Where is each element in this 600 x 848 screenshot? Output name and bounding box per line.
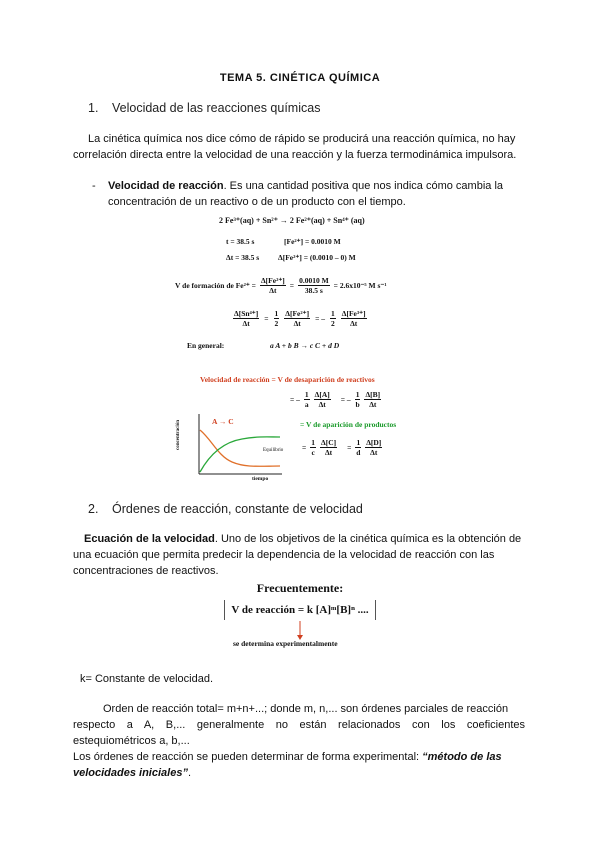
relation-coef-2-den: 2 <box>331 319 335 328</box>
relation-den-3: Δt <box>350 319 358 328</box>
formation-denominator-2: 38.5 s <box>304 286 323 295</box>
graph-y-label: concentración <box>176 420 181 450</box>
eq3-den: Δt <box>324 448 333 457</box>
ecuacion-line-2: una ecuación que permita predecir la dependencia de la velocidad de reacción con las <box>73 549 495 561</box>
eq3-coef <box>310 438 316 457</box>
reactant-rate-equation <box>290 390 381 409</box>
orden-line-2: respecto a A, B,... generalmente no están relacionados con los coeficientes <box>73 719 525 731</box>
eq2-coef-num: 1 <box>355 390 360 399</box>
eq4-frac <box>365 438 382 457</box>
eq3-coef-den: c <box>311 448 315 457</box>
delta-fe: Δ[Fe²⁺] = (0.0010 – 0) M <box>278 253 356 262</box>
down-arrow-icon <box>296 621 304 641</box>
eq1-frac <box>314 390 331 409</box>
intro-line-2: correlación directa entre la velocidad de una reacción y la fuerza termodinámica impulsora. <box>73 149 517 161</box>
formation-rate-equation <box>175 276 387 295</box>
eq4-sign: = <box>347 443 352 452</box>
orden-line-1: Orden de reacción total= m+n+...; donde m, n,... son órdenes parciales de reacción <box>103 703 509 715</box>
formation-denominator: Δt <box>269 286 277 295</box>
eq2-den: Δt <box>369 400 377 409</box>
metodo-emph-1: “método de las <box>422 751 502 763</box>
ecuacion-term: Ecuación de la velocidad <box>84 533 215 545</box>
eq3-frac <box>320 438 337 457</box>
time-value: t = 38.5 s <box>226 237 255 246</box>
metodo-end: . <box>187 767 192 779</box>
section-2-title: Órdenes de reacción, constante de velocidad <box>112 502 363 516</box>
metodo-emph-2: velocidades iniciales” <box>73 767 188 779</box>
section-2-heading <box>88 502 363 516</box>
metodo-line-2 <box>73 765 191 782</box>
page-title: TEMA 5. CINÉTICA QUÍMICA <box>219 72 381 84</box>
bullet-marker: - <box>92 180 96 192</box>
metodo-start: Los órdenes de reacción se pueden determinar de forma experimental: <box>73 751 423 763</box>
formation-numerator-2: 0.0010 M <box>299 276 329 285</box>
relation-coef-1 <box>274 309 280 328</box>
bullet-term: Velocidad de reacción <box>108 180 224 192</box>
relation-equals-1: = <box>264 314 269 323</box>
section-1-heading <box>88 101 320 115</box>
relation-num-3: Δ[Fe³⁺] <box>341 309 366 318</box>
eq1-coef-den: a <box>304 400 309 409</box>
eq3-sign: = <box>302 443 307 452</box>
intro-line-1: La cinética química nos dice cómo de rápido se producirá una reacción química, no hay <box>88 133 516 145</box>
formation-numerator: Δ[Fe²⁺] <box>260 276 285 285</box>
relation-den-2: Δt <box>293 319 301 328</box>
eq4-num: Δ[D] <box>366 438 382 447</box>
equilibrium-label: Equilibrio <box>263 448 284 453</box>
general-label: En general: <box>187 341 225 350</box>
eq4-coef-den: d <box>356 448 361 457</box>
relation-num-2: Δ[Fe²⁺] <box>285 309 310 318</box>
relation-coef-1-den: 2 <box>274 319 279 328</box>
frequent-heading: Frecuentemente: <box>256 581 344 595</box>
eq2-coef-den: b <box>355 400 360 409</box>
ecuacion-line-1 <box>84 531 521 548</box>
section-1-title: Velocidad de las reacciones químicas <box>112 101 321 115</box>
formation-fraction <box>260 276 286 295</box>
relation-fraction-3 <box>341 309 367 328</box>
relation-equals-2: = – <box>315 314 326 323</box>
eq1-num: Δ[A] <box>314 390 330 399</box>
formation-fraction-2 <box>298 276 330 295</box>
eq1-minus: = – <box>290 395 300 404</box>
graph-x-label: tiempo <box>252 476 269 482</box>
k-definition: k= Constante de velocidad. <box>80 673 214 685</box>
eq1-coef <box>304 390 310 409</box>
products-rate-label: = V de aparición de productos <box>300 420 397 429</box>
ecuacion-rest: . Uno de los objetivos de la cinética química es la obtención de <box>214 533 522 545</box>
eq3-coef-num: 1 <box>311 438 316 447</box>
concentration-graph <box>184 412 284 482</box>
eq2-frac <box>364 390 381 409</box>
eq4-coef-num: 1 <box>356 438 361 447</box>
formation-equals: = <box>289 281 295 290</box>
reactant-rate-heading: Velocidad de reacción = V de desaparición de reactivos <box>200 375 375 384</box>
bullet-rest: . Es una cantidad positiva que nos indica cómo cambia la <box>223 180 504 192</box>
relation-coef-2-num: 1 <box>331 309 335 318</box>
general-equation: a A + b B → c C + d D <box>270 341 340 350</box>
eq1-coef-num: 1 <box>304 390 309 399</box>
relation-num-1: Δ[Sn⁴⁺] <box>234 309 259 318</box>
rate-relation-equation <box>233 309 367 328</box>
formation-rate-label: V de formación de Fe²⁺ = <box>175 281 256 290</box>
bullet-line-1 <box>108 178 528 195</box>
experimental-note: se determina experimentalmente <box>233 639 338 648</box>
relation-fraction-2 <box>284 309 310 328</box>
eq2-minus: = – <box>340 395 351 404</box>
eq2-num: Δ[B] <box>365 390 381 399</box>
bullet-line-2: concentración de un reactivo o de un producto con el tiempo. <box>108 196 406 208</box>
product-rate-equation <box>302 438 382 457</box>
relation-coef-2 <box>330 309 336 328</box>
eq1-den: Δt <box>318 400 326 409</box>
graph-reaction-label: A → C <box>212 417 234 426</box>
eq4-coef <box>355 438 361 457</box>
eq3-num: Δ[C] <box>321 438 337 447</box>
reaction-equation: 2 Fe³⁺(aq) + Sn²⁺ → 2 Fe²⁺(aq) + Sn⁴⁺ (aq) <box>219 216 365 225</box>
ecuacion-line-3: concentraciones de reactivos. <box>73 565 219 577</box>
formation-result: = 2.6x10⁻⁵ M s⁻¹ <box>333 281 387 290</box>
metodo-line-1 <box>73 749 527 766</box>
eq4-den: Δt <box>370 448 378 457</box>
relation-coef-1-num: 1 <box>274 309 279 318</box>
section-1-number: 1. <box>88 101 99 115</box>
eq2-coef <box>355 390 361 409</box>
section-2-number: 2. <box>88 502 99 516</box>
rate-law-formula: V de reacción = k [A]ᵐ[B]ⁿ .... <box>224 600 376 620</box>
fe-concentration: [Fe²⁺] = 0.0010 M <box>284 237 341 246</box>
orden-line-3: estequiométricos a, b,... <box>73 735 190 747</box>
delta-time: Δt = 38.5 s <box>226 253 260 262</box>
relation-den-1: Δt <box>242 319 250 328</box>
relation-fraction-1 <box>233 309 259 328</box>
